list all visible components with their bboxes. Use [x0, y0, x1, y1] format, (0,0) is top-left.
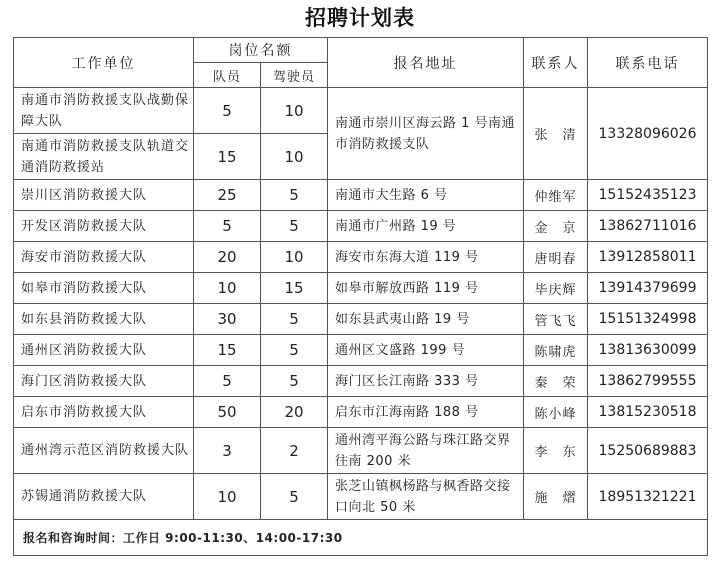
table-row [14, 180, 708, 211]
footer-row [14, 520, 708, 556]
phone-number: 15152435123 [588, 180, 708, 211]
unit-name: 启东市消防救援大队 [14, 397, 194, 428]
unit-name: 如皋市消防救援大队 [14, 273, 194, 304]
phone-number: 13912858011 [588, 242, 708, 273]
phone-number: 13862799555 [588, 366, 708, 397]
members-count: 15 [194, 335, 261, 366]
drivers-count: 5 [261, 180, 328, 211]
drivers-count: 10 [261, 242, 328, 273]
unit-name: 崇川区消防救援大队 [14, 180, 194, 211]
drivers-count: 5 [261, 474, 328, 520]
contact-person: 陈啸虎 [524, 335, 588, 366]
drivers-count: 15 [261, 273, 328, 304]
members-count: 5 [194, 366, 261, 397]
recruitment-table [13, 37, 708, 556]
address: 启东市江海南路 188 号 [328, 397, 524, 428]
members-count: 3 [194, 428, 261, 474]
contact-person: 陈小峰 [524, 397, 588, 428]
members-count: 50 [194, 397, 261, 428]
drivers-count: 5 [261, 335, 328, 366]
table-row [14, 397, 708, 428]
header-unit: 工作单位 [14, 38, 194, 88]
header-drivers: 驾驶员 [261, 63, 328, 88]
table-row [14, 474, 708, 520]
header-row [14, 38, 708, 63]
header-quota: 岗位名额 [194, 38, 328, 63]
contact-person: 秦 荣 [524, 366, 588, 397]
consultation-hours: 报名和咨询时间：工作日 9:00-11:30、14:00-17:30 [14, 520, 708, 556]
drivers-count: 5 [261, 211, 328, 242]
table-row [14, 88, 708, 134]
unit-name: 南通市消防救援支队轨道交通消防救援站 [14, 134, 194, 180]
contact-person: 李 东 [524, 428, 588, 474]
phone-number: 18951321221 [588, 474, 708, 520]
table-row [14, 242, 708, 273]
phone-number: 13862711016 [588, 211, 708, 242]
drivers-count: 5 [261, 304, 328, 335]
contact-person: 金 京 [524, 211, 588, 242]
contact-person: 管飞飞 [524, 304, 588, 335]
address: 南通市广州路 19 号 [328, 211, 524, 242]
phone-number: 13815230518 [588, 397, 708, 428]
unit-name: 如东县消防救援大队 [14, 304, 194, 335]
contact-person: 仲维军 [524, 180, 588, 211]
contact-person: 唐明春 [524, 242, 588, 273]
shared-address: 南通市崇川区海云路 1 号南通市消防救援支队 [328, 88, 524, 180]
shared-contact: 张 清 [524, 88, 588, 180]
page-title: 招聘计划表 [305, 6, 415, 30]
header-members: 队员 [194, 63, 261, 88]
address: 张芝山镇枫杨路与枫香路交接口向北 50 米 [328, 474, 524, 520]
phone-number: 15151324998 [588, 304, 708, 335]
members-count: 10 [194, 273, 261, 304]
phone-number: 13914379699 [588, 273, 708, 304]
table-row [14, 304, 708, 335]
table-row [14, 366, 708, 397]
members-count: 20 [194, 242, 261, 273]
members-count: 25 [194, 180, 261, 211]
drivers-count: 20 [261, 397, 328, 428]
address: 海安市东海大道 119 号 [328, 242, 524, 273]
phone-number: 13813630099 [588, 335, 708, 366]
contact-person: 施 熠 [524, 474, 588, 520]
address: 通州湾平海公路与珠江路交界往南 200 米 [328, 428, 524, 474]
drivers-count: 10 [261, 88, 328, 134]
drivers-count: 2 [261, 428, 328, 474]
unit-name: 苏锡通消防救援大队 [14, 474, 194, 520]
drivers-count: 10 [261, 134, 328, 180]
drivers-count: 5 [261, 366, 328, 397]
shared-phone: 13328096026 [588, 88, 708, 180]
address: 如皋市解放西路 119 号 [328, 273, 524, 304]
members-count: 15 [194, 134, 261, 180]
table-row [14, 211, 708, 242]
address: 海门区长江南路 333 号 [328, 366, 524, 397]
contact-person: 毕庆辉 [524, 273, 588, 304]
table-row [14, 428, 708, 474]
unit-name: 开发区消防救援大队 [14, 211, 194, 242]
members-count: 10 [194, 474, 261, 520]
unit-name: 通州湾示范区消防救援大队 [14, 428, 194, 474]
members-count: 5 [194, 88, 261, 134]
unit-name: 南通市消防救援支队战勤保障大队 [14, 88, 194, 134]
unit-name: 海门区消防救援大队 [14, 366, 194, 397]
address: 通州区文盛路 199 号 [328, 335, 524, 366]
table-row [14, 273, 708, 304]
members-count: 5 [194, 211, 261, 242]
members-count: 30 [194, 304, 261, 335]
unit-name: 海安市消防救援大队 [14, 242, 194, 273]
header-contact: 联系人 [524, 38, 588, 88]
address: 南通市大生路 6 号 [328, 180, 524, 211]
header-phone: 联系电话 [588, 38, 708, 88]
phone-number: 15250689883 [588, 428, 708, 474]
table-row [14, 335, 708, 366]
address: 如东县武夷山路 19 号 [328, 304, 524, 335]
unit-name: 通州区消防救援大队 [14, 335, 194, 366]
header-address: 报名地址 [328, 38, 524, 88]
